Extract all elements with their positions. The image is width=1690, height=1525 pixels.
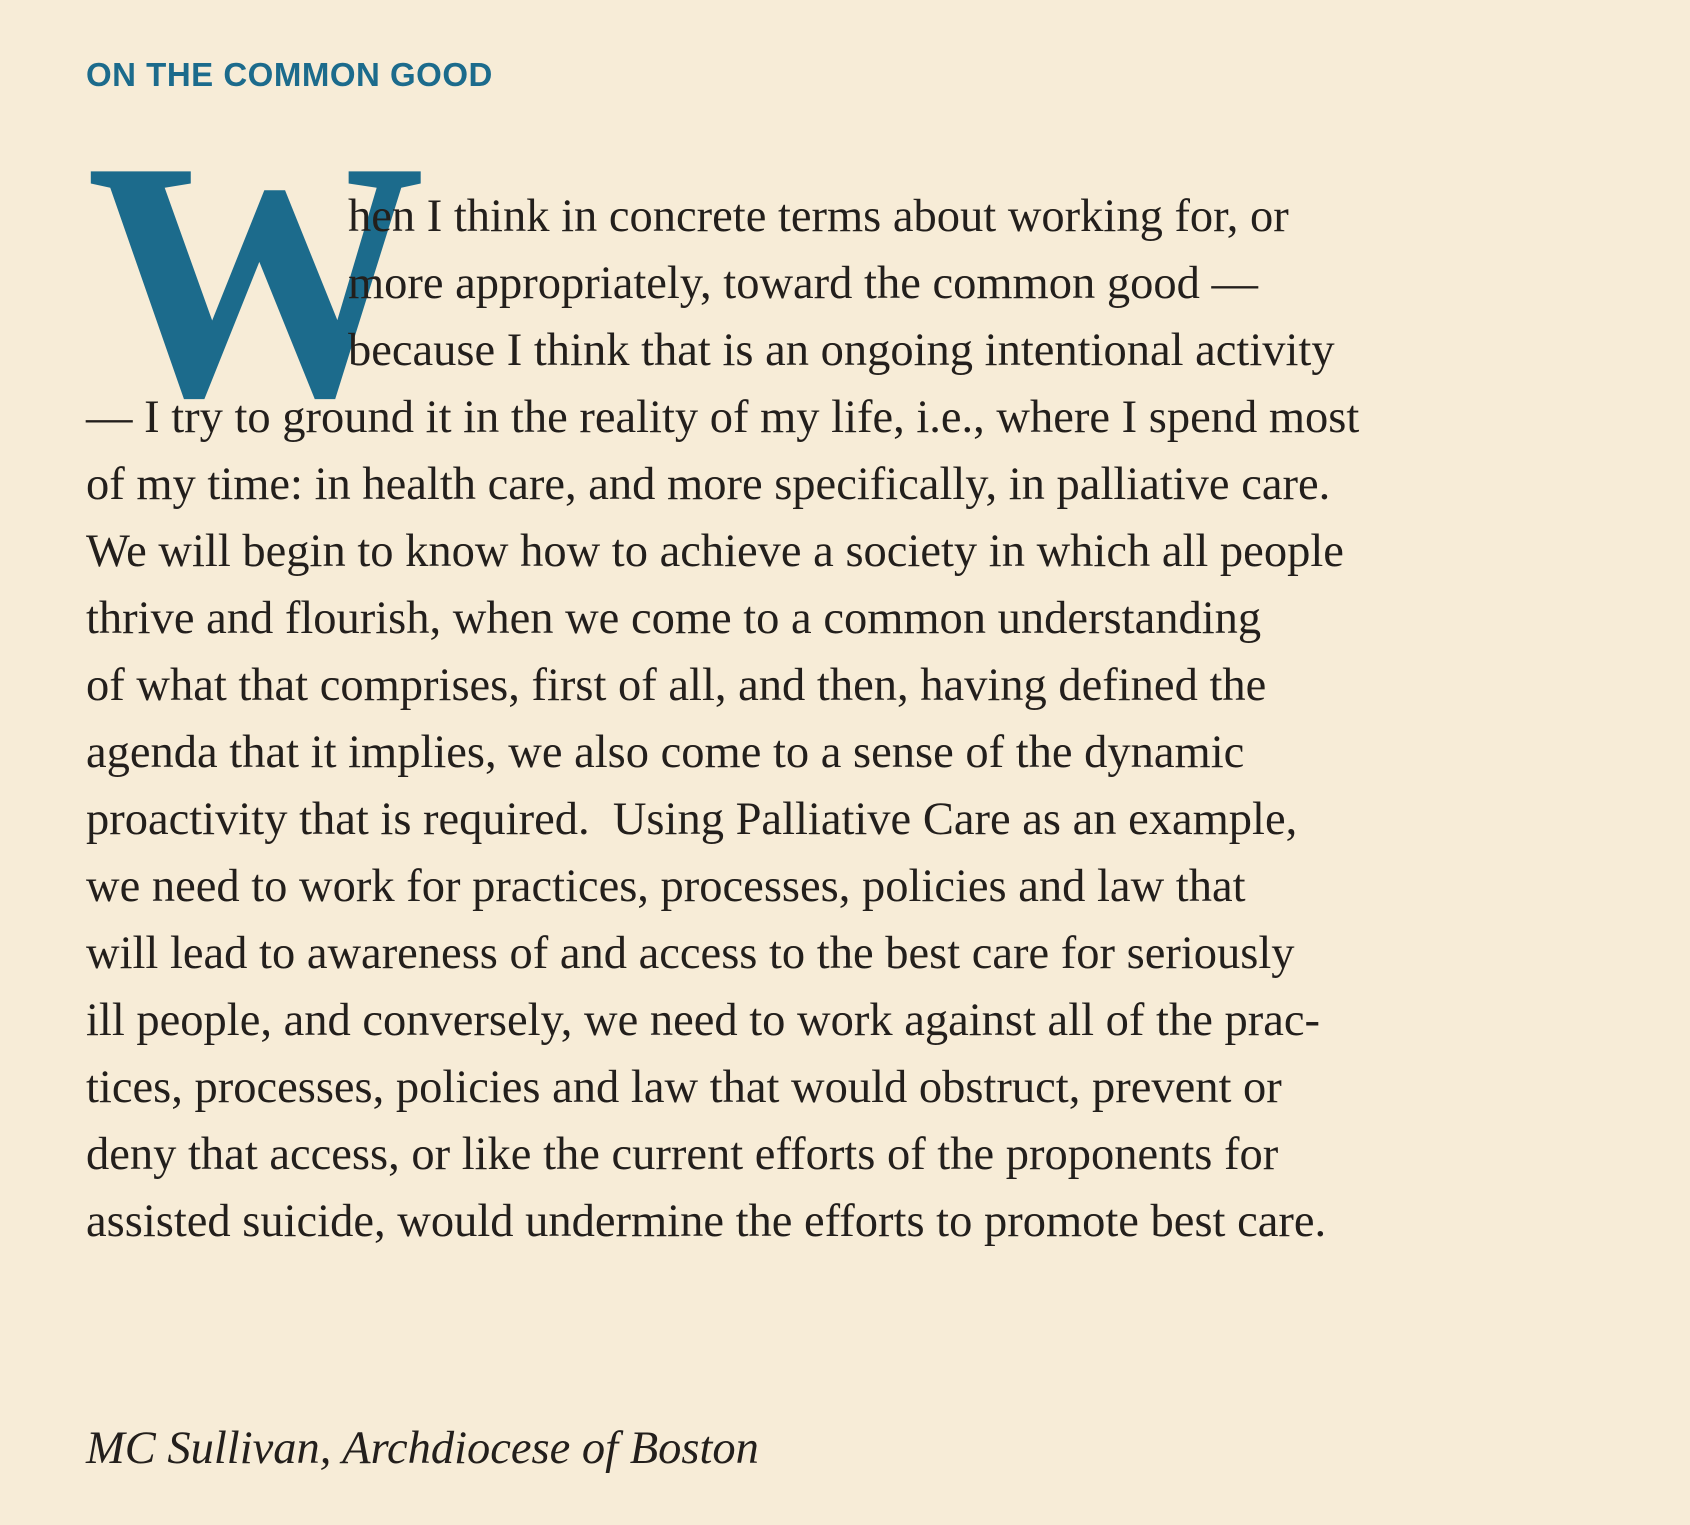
section-heading: ON THE COMMON GOOD [86,56,493,93]
body-line: ill people, and conversely, we need to work against all of the prac- [86,995,1320,1046]
body-line: we need to work for practices, processes, policies and law that [86,861,1246,912]
body-line: deny that access, or like the current efforts of the proponents for [86,1129,1279,1180]
body-line: assisted suicide, would undermine the efforts to promote best care. [86,1196,1327,1247]
body-line: of what that comprises, first of all, and then, having defined the [86,660,1267,711]
body-line: agenda that it implies, we also come to a sense of the dynamic [86,727,1245,778]
body-line: more appropriately, toward the common good — [348,258,1258,309]
body-line: hen I think in concrete terms about working for, or [348,191,1289,242]
drop-cap-letter: W [86,91,426,468]
body-line: — I try to ground it in the reality of my life, i.e., where I spend most [86,392,1360,443]
body-line: tices, processes, policies and law that would obstruct, prevent or [86,1062,1282,1113]
body-line: thrive and flourish, when we come to a common understanding [86,593,1262,644]
body-line: of my time: in health care, and more specifically, in palliative care. [86,459,1331,510]
attribution: MC Sullivan, Archdiocese of Boston [86,1423,759,1474]
body-line: will lead to awareness of and access to the best care for seriously [86,928,1295,979]
body-line: because I think that is an ongoing intentional activity [348,325,1335,376]
body-line: We will begin to know how to achieve a society in which all people [86,526,1344,577]
body-line: proactivity that is required. Using Palliative Care as an example, [86,794,1298,845]
